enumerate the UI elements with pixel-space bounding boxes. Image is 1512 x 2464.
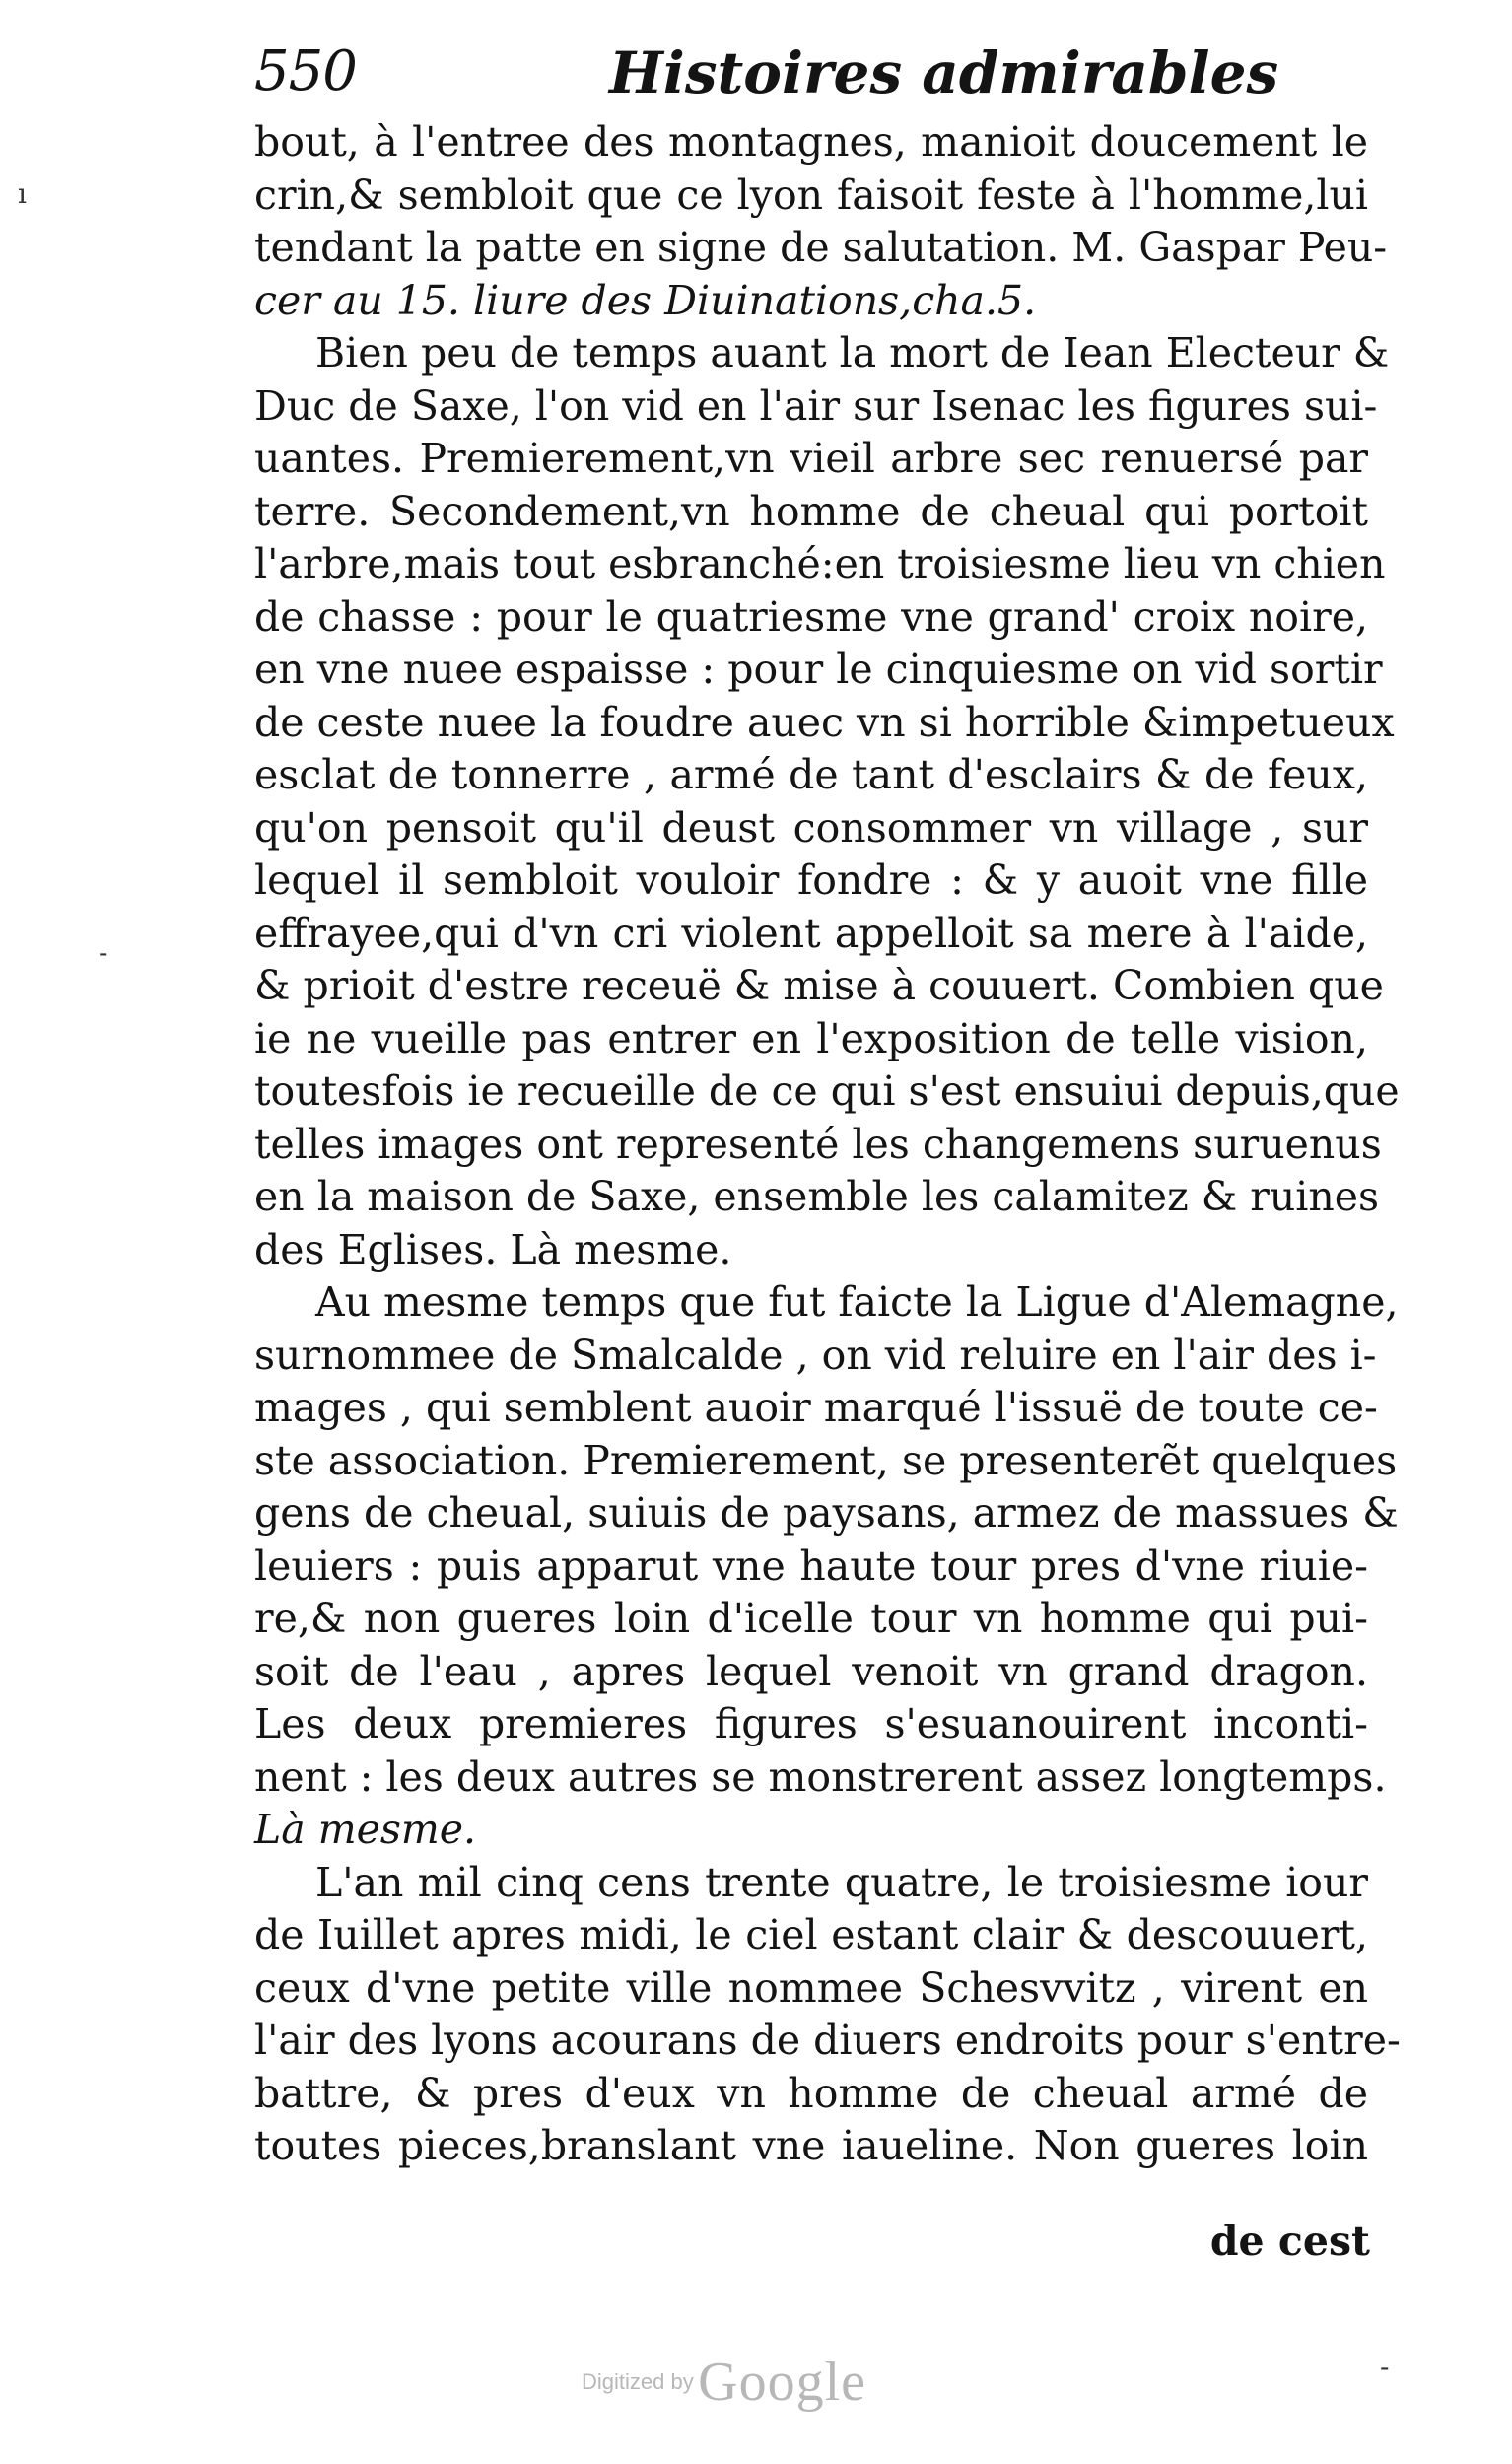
text-line: ste association. Premierement, se presenterẽt quelques	[254, 1436, 1398, 1484]
watermark-brand-logo: Google	[698, 2352, 867, 2413]
text-line: Bien peu de temps auant la mort de Iean Electeur &	[315, 329, 1390, 376]
catchword: de cest	[1209, 2218, 1370, 2265]
text-line: uantes. Premierement,vn vieil arbre sec renuersé par	[254, 435, 1368, 482]
text-line: l'air des lyons acourans de diuers endroits pour s'entre-	[254, 2017, 1401, 2064]
text-line: en vne nuee espaisse : pour le cinquiesme on vid sortir	[254, 646, 1383, 693]
text-line: de ceste nuee la foudre auec vn si horrible &impetueux	[254, 698, 1395, 746]
page-header	[254, 39, 1368, 118]
text-line: effrayee,qui d'vn cri violent appelloit sa mere à l'aide,	[254, 909, 1368, 957]
text-line: esclat de tonnerre , armé de tant d'esclairs & de feux,	[254, 751, 1368, 798]
text-line: & prioit d'estre receuë & mise à couuert. Combien que	[254, 962, 1384, 1009]
margin-mark: ı	[18, 177, 27, 210]
text-line: gens de cheual, suiuis de paysans, armez de massues &	[254, 1489, 1399, 1537]
text-line: terre. Secondement,vn homme de cheual qui portoit	[254, 487, 1368, 535]
text-line: mages , qui semblent auoir marqué l'issuë de toute ce-	[254, 1384, 1378, 1431]
text-line: battre, & pres d'eux vn homme de cheual armé de	[254, 2069, 1368, 2117]
text-line: bout, à l'entree des montagnes, manioit doucement le	[254, 118, 1368, 166]
text-line: crin,& sembloit que ce lyon faisoit feste à l'homme,lui	[254, 171, 1368, 219]
text-line: l'arbre,mais tout esbranché:en troisiesme lieu vn chien	[254, 540, 1386, 587]
text-line: re,& non gueres loin d'icelle tour vn homme qui pui-	[254, 1595, 1368, 1642]
watermark-prefix: Digitized by	[582, 2369, 694, 2394]
digitization-watermark	[582, 2351, 936, 2420]
text-line: de chasse : pour le quatriesme vne grand' croix noire,	[254, 592, 1368, 641]
margin-mark: -	[1380, 2351, 1390, 2383]
text-line-citation: cer au 15. liure des Diuinations,cha.5.	[254, 276, 1037, 324]
text-line: L'an mil cinq cens trente quatre, le troisiesme iour	[315, 1858, 1368, 1906]
text-line: surnommee de Smalcalde , on vid reluire en l'air des i-	[254, 1331, 1377, 1379]
page-number: 550	[254, 39, 357, 103]
text-line: tendant la patte en signe de salutation. M. Gaspar Peu-	[254, 224, 1388, 271]
text-line: Au mesme temps que fut faicte la Ligue d'Alemagne,	[315, 1278, 1399, 1326]
text-line: ie ne vueille pas entrer en l'exposition de telle vision,	[254, 1014, 1368, 1062]
text-line: ceux d'vne petite ville nommee Schesvvitz , virent en	[254, 1963, 1368, 2012]
running-title: Histoires admirables	[609, 39, 1279, 106]
body-text	[254, 116, 1401, 2173]
text-line: des Eglises. Là mesme.	[254, 1225, 732, 1273]
text-line: Les deux premieres figures s'esuanouirent inconti-	[254, 1700, 1368, 1747]
text-line: leuiers : puis apparut vne haute tour pres d'vne riuie-	[254, 1541, 1368, 1590]
margin-mark: -	[99, 936, 108, 969]
text-line: toutes pieces,branslant vne iaueline. Non gueres loin	[254, 2122, 1368, 2169]
text-line: soit de l'eau , apres lequel venoit vn grand dragon.	[254, 1647, 1368, 1695]
text-line: qu'on pensoit qu'il deust consommer vn village , sur	[254, 803, 1368, 852]
text-line: telles images ont representé les changemens suruenus	[254, 1120, 1382, 1168]
text-line: Duc de Saxe, l'on vid en l'air sur Isenac les figures sui-	[254, 381, 1378, 430]
text-line: nent : les deux autres se monstrerent assez longtemps.	[254, 1752, 1387, 1801]
text-line-citation: Là mesme.	[254, 1806, 477, 1853]
text-line: de Iuillet apres midi, le ciel estant clair & descouuert,	[254, 1911, 1368, 1958]
text-line: lequel il sembloit vouloir fondre : & y auoit vne fille	[254, 856, 1368, 904]
text-line: toutesfois ie recueille de ce qui s'est ensuiui depuis,que	[254, 1067, 1400, 1115]
text-line: en la maison de Saxe, ensemble les calamitez & ruines	[254, 1173, 1380, 1220]
